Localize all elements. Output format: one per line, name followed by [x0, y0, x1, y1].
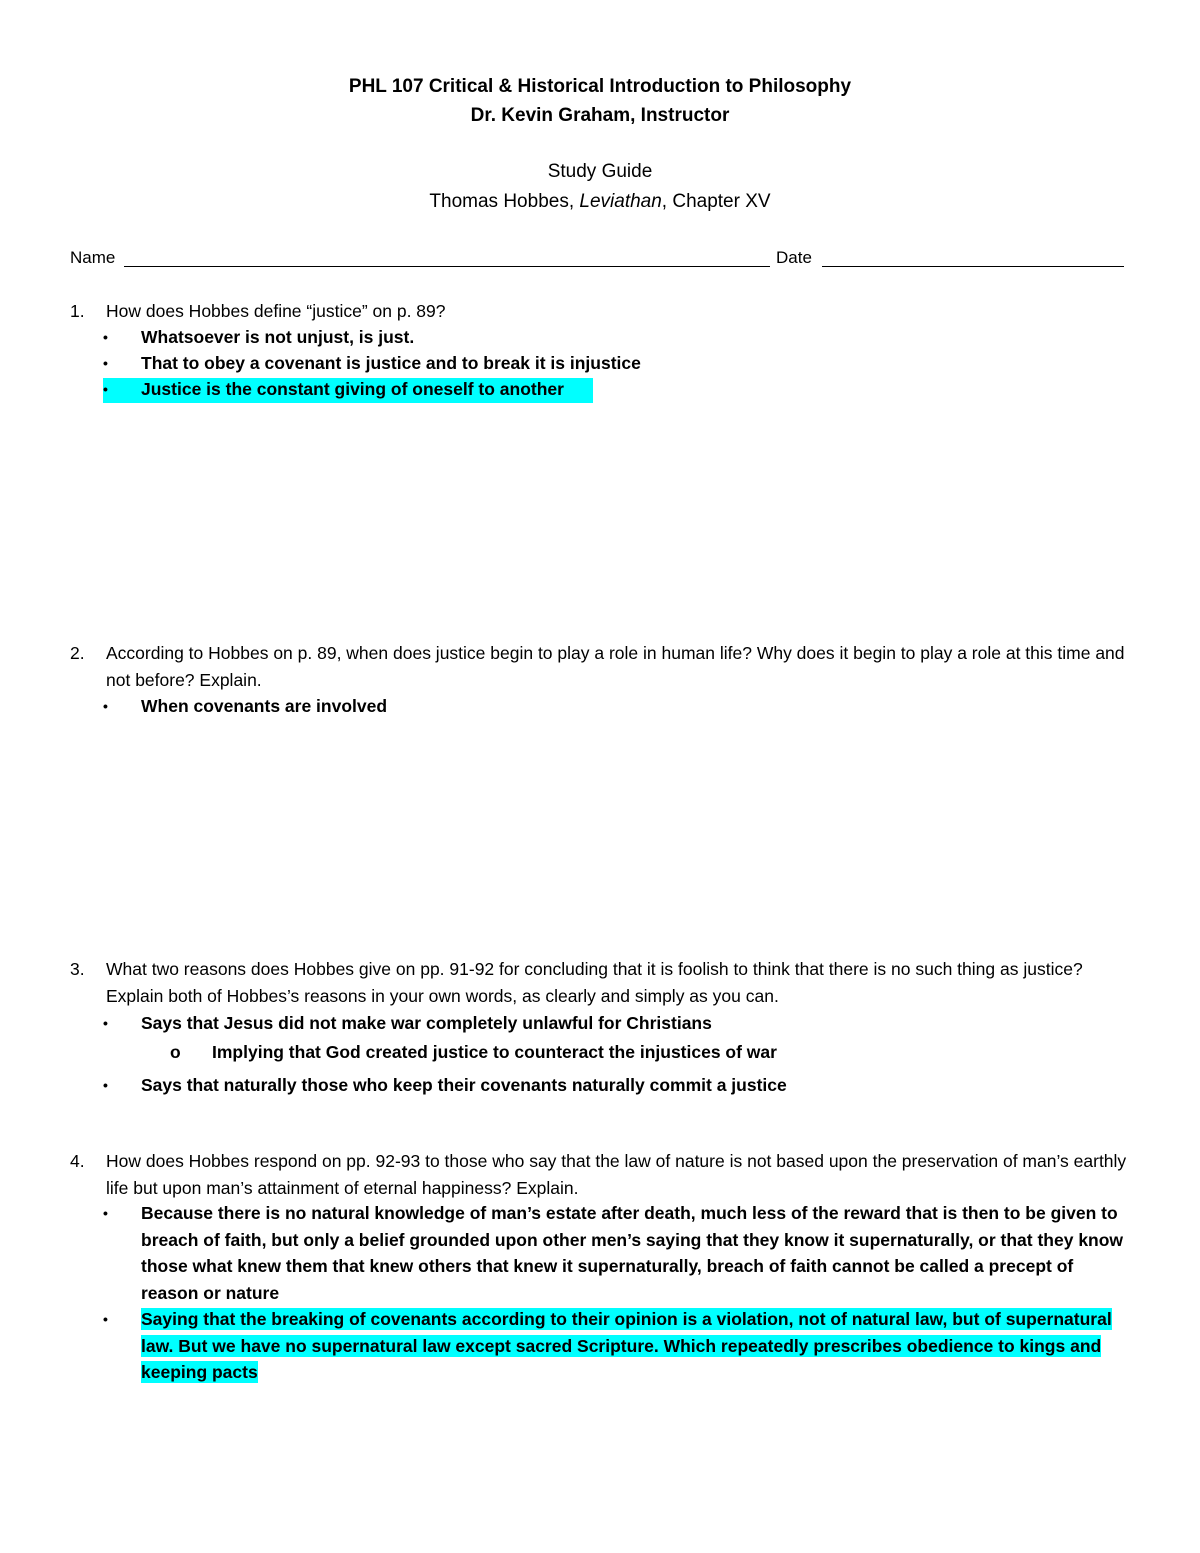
question-text: How does Hobbes respond on pp. 92-93 to those who say that the law of nature is not based upon the preservation of man’s earthly life but upon man’s attainment of eternal happiness? Explain.	[106, 1151, 1127, 1198]
answer-text: Says that naturally those who keep their covenants naturally commit a justice	[141, 1075, 787, 1095]
question-number: 2.	[70, 643, 85, 663]
bullet-icon: •	[103, 1205, 108, 1221]
date-label: Date	[776, 248, 812, 267]
bullet-icon: •	[103, 355, 108, 371]
subject-book-title: Leviathan	[579, 191, 662, 212]
answer-bullet	[103, 1200, 1133, 1306]
course-title: PHL 107 Critical & Historical Introduction to Philosophy	[348, 76, 852, 97]
question-text: What two reasons does Hobbes give on pp. 91-92 for concluding that it is foolish to think that there is no such thing as justice? Explain both of Hobbes’s reasons in your own words, as clearly and simply as you can.	[106, 959, 1083, 1006]
answer-text: Implying that God created justice to counteract the injustices of war	[212, 1042, 777, 1062]
answer-bullet-highlighted	[103, 1306, 1133, 1386]
answer-bullet	[103, 324, 1133, 351]
answer-bullet-highlighted	[103, 376, 1133, 403]
question-number: 1.	[70, 301, 85, 321]
question-1	[70, 298, 1130, 325]
bullet-icon: •	[103, 1311, 108, 1327]
answer-sub-bullet	[170, 1039, 1070, 1066]
answer-text: When covenants are involved	[141, 696, 388, 716]
sub-bullet-icon: o	[170, 1042, 181, 1062]
question-text: According to Hobbes on p. 89, when does justice begin to play a role in human life? Why does it begin to play a role at this time and not before? Explain.	[106, 643, 1125, 690]
answer-bullet	[103, 1010, 1133, 1037]
answer-bullet	[103, 1072, 1133, 1099]
answer-bullet	[103, 693, 1133, 720]
name-date-row	[70, 246, 1126, 272]
name-label: Name	[70, 248, 116, 267]
document-type: Study Guide	[547, 161, 653, 182]
bullet-icon: •	[103, 1015, 108, 1031]
highlighted-text: Saying that the breaking of covenants according to their opinion is a violation, not of natural law, but of supernatural law. But we have no supernatural law except sacred Scripture. Which repeatedly prescribes obedience to kings and keeping pacts	[141, 1309, 1112, 1382]
instructor-line: Dr. Kevin Graham, Instructor	[470, 105, 730, 126]
subject-suffix: , Chapter XV	[661, 191, 771, 212]
answer-text	[141, 1306, 1133, 1386]
question-number: 3.	[70, 959, 85, 979]
answer-bullet	[103, 350, 1133, 377]
question-4	[70, 1148, 1130, 1202]
bullet-icon: •	[103, 329, 108, 345]
question-number: 4.	[70, 1151, 85, 1171]
date-field-line[interactable]	[822, 266, 1124, 267]
bullet-icon: •	[103, 381, 108, 397]
bullet-icon: •	[103, 1077, 108, 1093]
name-field-line[interactable]	[124, 266, 770, 267]
answer-text: Whatsoever is not unjust, is just.	[141, 327, 415, 347]
question-text: How does Hobbes define “justice” on p. 89?	[106, 301, 446, 321]
answer-text: Justice is the constant giving of oneself to another	[141, 379, 564, 399]
document-subject	[0, 187, 1200, 217]
question-2	[70, 640, 1130, 694]
question-3	[70, 956, 1130, 1010]
answer-text: That to obey a covenant is justice and to break it is injustice	[141, 353, 641, 373]
answer-text: Says that Jesus did not make war completely unlawful for Christians	[141, 1013, 712, 1033]
bullet-icon: •	[103, 698, 108, 714]
answer-text: Because there is no natural knowledge of man’s estate after death, much less of the reward that is then to be given to breach of faith, but only a belief grounded upon other men’s saying that they know it supernaturally, or that they know those what knew them that knew others that knew it supernaturally, breach of faith cannot be called a precept of reason or nature	[141, 1203, 1124, 1303]
subject-prefix: Thomas Hobbes,	[429, 191, 580, 212]
